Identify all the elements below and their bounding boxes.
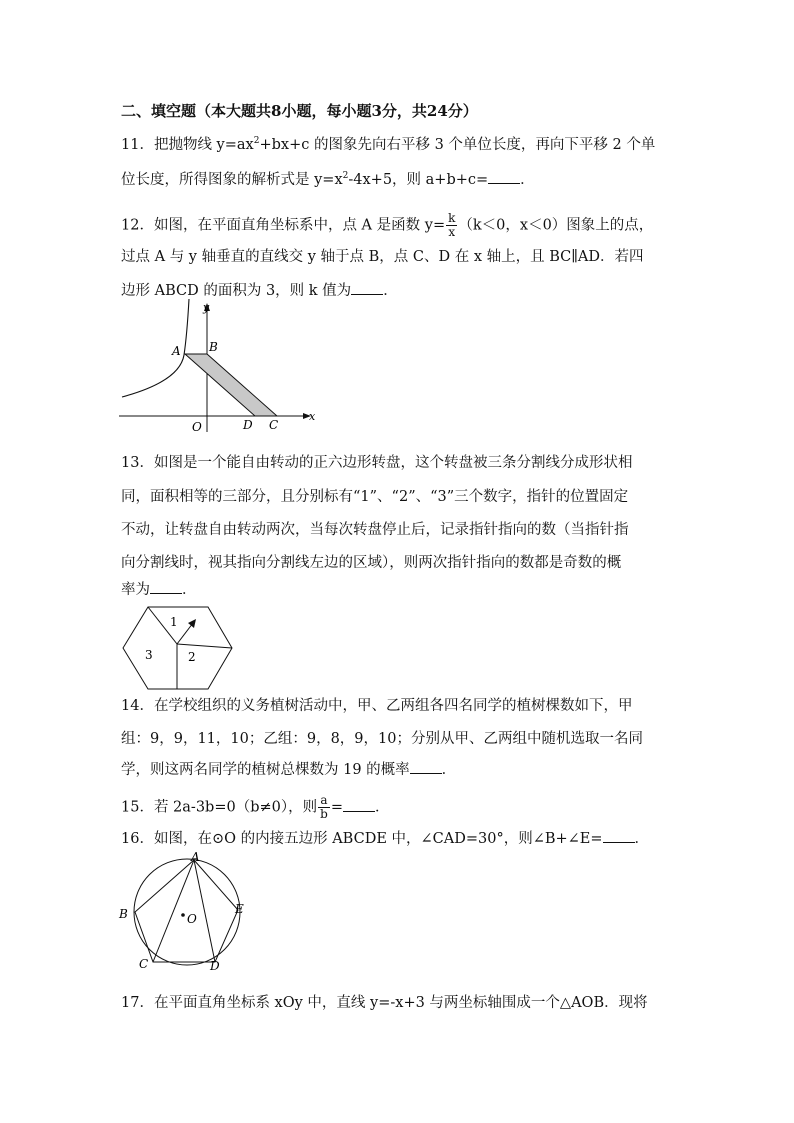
q12-line1 (121, 212, 653, 239)
q13-line4: 向分割线时，视其指向分割线左边的区域），则两次指针指向的数都是奇数的概 (121, 555, 622, 571)
q16-label-o: O (187, 912, 197, 926)
q12-label-x: x (309, 410, 316, 423)
q15-line (121, 794, 389, 821)
q11-line2-exp: 2 (342, 171, 349, 181)
q13-line2: 同，面积相等的三部分，且分别标有“1”、“2”、“3”三个数字，指针的位置固定 (121, 489, 629, 505)
q13-divider-2 (177, 644, 232, 648)
q16-chord-ac (153, 860, 194, 962)
q13-line1: 13．如图是一个能自由转动的正六边形转盘，这个转盘被三条分割线分成形状相 (121, 455, 633, 471)
q15-frac-den: b (320, 807, 328, 821)
q12-answer-blank (351, 282, 383, 295)
q11-line2-end: ． (520, 172, 535, 188)
q17-line1: 17．在平面直角坐标系 xOy 中，直线 y=-x+3 与两坐标轴围成一个△AOB．现将 (121, 995, 648, 1011)
q13-pointer (177, 623, 193, 644)
q13-pointer-arrow (188, 619, 196, 628)
q12-fraction (446, 212, 457, 239)
q16-label-b: B (119, 907, 128, 921)
q12-label-y: y (203, 301, 210, 314)
q14-line3 (121, 760, 456, 780)
q13-label-1: 1 (170, 615, 178, 629)
q12-label-a: A (172, 344, 181, 358)
q12-label-b: B (209, 340, 218, 354)
q15-frac-num: a (318, 794, 330, 808)
q13-answer-blank (150, 581, 182, 594)
q12-line3-end: ． (383, 283, 398, 299)
q12-parallelogram (185, 354, 277, 416)
q12-line3-pre: 边形 ABCD 的面积为 3，则 k 值为 (121, 283, 352, 299)
q14-line2: 组：9，9，11，10；乙组：9，8，9，10；分别从甲、乙两组中随机选取一名同 (121, 731, 643, 747)
q14-line3-pre: 学，则这两名同学的植树总棵数为 19 的概率 (121, 762, 410, 778)
q11-line2 (121, 170, 535, 190)
q11-line1 (121, 135, 655, 155)
q14-line1: 14．在学校组织的义务植树活动中，甲、乙两组各四名同学的植树棵数如下，甲 (121, 698, 633, 714)
q15-post: = (330, 799, 343, 816)
q16-center-dot (181, 913, 185, 917)
q12-label-o: O (192, 420, 202, 434)
q13-line5 (121, 580, 197, 600)
q16-pentagon (135, 860, 238, 962)
q12-line2: 过点 A 与 y 轴垂直的直线交 y 轴于点 B，点 C、D 在 x 轴上，且 BC∥AD．若四 (121, 249, 644, 265)
q16-text-pre: 16．如图，在⊙O 的内接五边形 ABCDE 中，∠CAD=30°，则∠B+∠E= (121, 831, 603, 847)
q14-answer-blank (410, 761, 442, 774)
q15-fraction (318, 794, 330, 821)
q16-answer-blank (603, 830, 635, 843)
section-heading: 二、填空题（本大题共8小题，每小题3分，共24分） (121, 102, 478, 120)
q11-line1-post: +bx+c 的图象先向右平移 3 个单位长度，再向下平移 2 个单 (259, 137, 656, 153)
q16-label-c: C (139, 957, 149, 971)
q13-line5-end: ． (182, 582, 197, 598)
q16-text-end: ． (634, 831, 650, 847)
q12-figure (119, 297, 319, 439)
q15-pre: 15．若 2a-3b=0（b≠0），则 (121, 799, 318, 816)
q13-label-2: 2 (188, 650, 196, 664)
q13-spinner-figure (119, 604, 237, 692)
q15-end: ． (374, 799, 390, 816)
q12-frac-num: k (448, 211, 456, 225)
q13-line5-pre: 率为 (121, 582, 150, 598)
q14-line3-end: ． (441, 762, 457, 778)
q16-label-e: E (235, 902, 244, 916)
q13-line3: 不动，让转盘自由转动两次，当每次转盘停止后，记录指针指向的数（当指针指 (121, 522, 629, 538)
q11-line2-post: -4x+5，则 a+b+c= (348, 172, 489, 188)
q16-figure (117, 851, 253, 973)
q11-line2-pre: 位长度，所得图象的解析式是 y=x (121, 172, 343, 188)
q12-label-c: C (269, 418, 279, 432)
q16-line (121, 829, 649, 849)
q12-frac-den: x (448, 225, 456, 239)
q16-label-a: A (191, 851, 200, 864)
q16-chord-ad (194, 860, 215, 962)
q11-line1-exp: 2 (253, 136, 260, 146)
q12-label-d: D (243, 418, 253, 432)
q11-line1-pre: 11．把抛物线 y=ax (121, 137, 254, 153)
q15-answer-blank (343, 799, 375, 812)
q12-line1-pre: 12．如图，在平面直角坐标系中，点 A 是函数 y= (121, 217, 446, 234)
q13-label-3: 3 (145, 648, 153, 662)
q11-answer-blank (488, 171, 520, 184)
q16-label-d: D (210, 959, 220, 973)
q12-line1-post: （k＜0，x＜0）图象上的点， (458, 217, 654, 234)
